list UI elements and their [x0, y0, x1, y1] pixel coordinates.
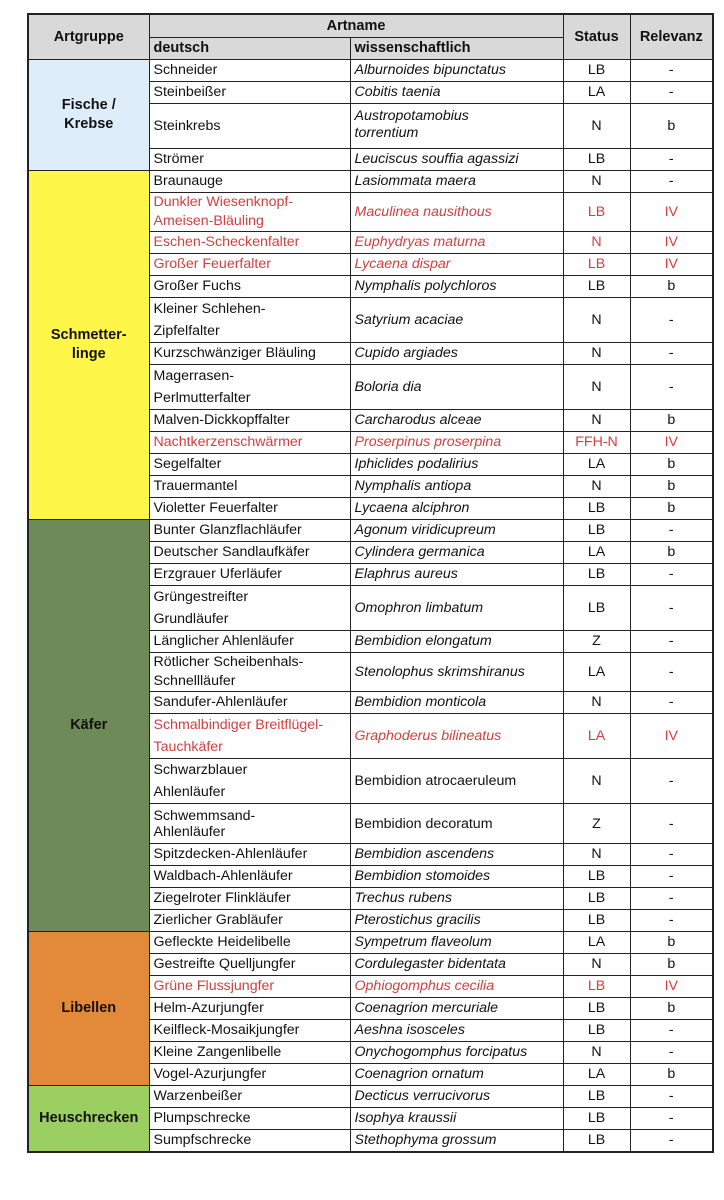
status-cell: N — [563, 365, 630, 410]
relevanz-cell: - — [630, 343, 713, 365]
group-cell — [28, 171, 149, 520]
scientific-name-text: Cordulegaster bidentata — [354, 956, 506, 972]
relevanz-cell: - — [630, 1042, 713, 1064]
header-artname: Artname — [149, 14, 563, 38]
common-name-text: Erzgrauer Uferläufer — [153, 566, 283, 582]
common-name-text: Schneider — [153, 62, 218, 78]
relevanz-cell: - — [630, 520, 713, 542]
relevanz-cell: - — [630, 586, 713, 631]
scientific-name-text: Nymphalis antiopa — [354, 478, 472, 494]
status-cell: N — [563, 298, 630, 343]
table-row — [28, 60, 713, 82]
scientific-name-text: Cupido argiades — [354, 345, 458, 361]
scientific-name-cell — [350, 60, 563, 82]
scientific-name-cell — [350, 298, 563, 343]
common-name-cell — [149, 954, 350, 976]
relevanz-cell: b — [630, 542, 713, 564]
relevanz-cell: - — [630, 888, 713, 910]
status-cell: FFH-N — [563, 432, 630, 454]
header-relevanz: Relevanz — [630, 14, 713, 60]
status-cell: LB — [563, 1108, 630, 1130]
common-name-cell — [149, 476, 350, 498]
scientific-name-cell — [350, 498, 563, 520]
common-name-text: Strömer — [153, 151, 204, 167]
common-name-text: Warzenbeißer — [153, 1088, 243, 1104]
common-name-cell — [149, 276, 350, 298]
relevanz-cell: IV — [630, 432, 713, 454]
header-artgruppe: Artgruppe — [28, 14, 149, 60]
common-name-cell — [149, 498, 350, 520]
relevanz-cell: - — [630, 1086, 713, 1108]
group-cell — [28, 520, 149, 932]
relevanz-cell: - — [630, 759, 713, 804]
common-name-cell — [149, 171, 350, 193]
common-name-text: Spitzdecken-Ahlenläufer — [153, 846, 308, 862]
common-name-text: Kleiner Schlehen-Zipfelfalter — [153, 301, 266, 339]
scientific-name-cell — [350, 542, 563, 564]
status-cell: N — [563, 759, 630, 804]
common-name-cell — [149, 653, 350, 692]
table-row — [28, 520, 713, 542]
status-cell: N — [563, 844, 630, 866]
header-deutsch: deutsch — [149, 38, 350, 60]
common-name-cell — [149, 82, 350, 104]
species-table — [27, 13, 714, 1153]
scientific-name-cell — [350, 844, 563, 866]
common-name-cell — [149, 343, 350, 365]
status-cell: LB — [563, 276, 630, 298]
relevanz-cell: b — [630, 476, 713, 498]
common-name-text: Deutscher Sandlaufkäfer — [153, 544, 310, 560]
scientific-name-text: Nymphalis polychloros — [354, 278, 497, 294]
scientific-name-text: Stenolophus skrimshiranus — [354, 663, 525, 680]
status-cell: LB — [563, 976, 630, 998]
header-status: Status — [563, 14, 630, 60]
status-cell: LB — [563, 888, 630, 910]
common-name-cell — [149, 998, 350, 1020]
scientific-name-text: Carcharodus alceae — [354, 412, 482, 428]
status-cell: LA — [563, 653, 630, 692]
status-cell: LA — [563, 932, 630, 954]
status-cell: LA — [563, 542, 630, 564]
common-name-text: Vogel-Azurjungfer — [153, 1066, 267, 1082]
scientific-name-text: Bembidion decoratum — [354, 815, 493, 832]
scientific-name-cell — [350, 410, 563, 432]
common-name-cell — [149, 193, 350, 232]
relevanz-cell: IV — [630, 714, 713, 759]
common-name-cell — [149, 60, 350, 82]
common-name-text: Großer Feuerfalter — [153, 256, 271, 272]
scientific-name-cell — [350, 586, 563, 631]
scientific-name-text: Elaphrus aureus — [354, 566, 458, 582]
status-cell: LB — [563, 1020, 630, 1042]
status-cell: N — [563, 692, 630, 714]
status-cell: LA — [563, 454, 630, 476]
common-name-text: Grüne Flussjungfer — [153, 978, 275, 994]
common-name-text: Nachtkerzenschwärmer — [153, 434, 303, 450]
common-name-text: Waldbach-Ahlenläufer — [153, 868, 293, 884]
relevanz-cell: - — [630, 653, 713, 692]
common-name-cell — [149, 586, 350, 631]
common-name-cell — [149, 564, 350, 586]
status-cell: N — [563, 1042, 630, 1064]
common-name-text: Steinbeißer — [153, 84, 227, 100]
relevanz-cell: b — [630, 276, 713, 298]
status-cell: N — [563, 410, 630, 432]
common-name-cell — [149, 1020, 350, 1042]
common-name-cell — [149, 866, 350, 888]
scientific-name-cell — [350, 1042, 563, 1064]
common-name-text: Zierlicher Grabläufer — [153, 912, 283, 928]
scientific-name-cell — [350, 653, 563, 692]
scientific-name-cell — [350, 759, 563, 804]
scientific-name-cell — [350, 343, 563, 365]
scientific-name-text: Omophron limbatum — [354, 600, 484, 616]
relevanz-cell: - — [630, 365, 713, 410]
scientific-name-cell — [350, 1108, 563, 1130]
common-name-text: Großer Fuchs — [153, 278, 242, 294]
common-name-text: Grüngestreifter Grundläufer — [153, 589, 249, 627]
relevanz-cell: - — [630, 1020, 713, 1042]
scientific-name-cell — [350, 254, 563, 276]
scientific-name-cell — [350, 1064, 563, 1086]
relevanz-cell: b — [630, 454, 713, 476]
common-name-cell — [149, 976, 350, 998]
scientific-name-text: Stethophyma grossum — [354, 1132, 497, 1148]
scientific-name-cell — [350, 171, 563, 193]
common-name-text: Schmalbindiger Breitflügel-Tauchkäfer — [153, 717, 324, 755]
common-name-text: Plumpschrecke — [153, 1110, 251, 1126]
common-name-cell — [149, 298, 350, 343]
status-cell: N — [563, 343, 630, 365]
scientific-name-cell — [350, 954, 563, 976]
common-name-cell — [149, 759, 350, 804]
common-name-cell — [149, 1064, 350, 1086]
scientific-name-cell — [350, 1086, 563, 1108]
status-cell: LB — [563, 193, 630, 232]
common-name-text: Bunter Glanzflachläufer — [153, 522, 302, 538]
common-name-text: Kleine Zangenlibelle — [153, 1044, 282, 1060]
group-label: Fische / Krebse — [61, 97, 116, 132]
scientific-name-cell — [350, 520, 563, 542]
status-cell: LA — [563, 82, 630, 104]
relevanz-cell: b — [630, 104, 713, 149]
common-name-text: Ziegelroter Flinkläufer — [153, 890, 291, 906]
table-body — [28, 60, 713, 1153]
common-name-cell — [149, 232, 350, 254]
scientific-name-text: Lycaena alciphron — [354, 500, 470, 516]
common-name-cell — [149, 844, 350, 866]
scientific-name-cell — [350, 149, 563, 171]
status-cell: LB — [563, 866, 630, 888]
common-name-text: Dunkler Wiesenknopf-Ameisen-Bläuling — [153, 194, 294, 229]
relevanz-cell: - — [630, 564, 713, 586]
scientific-name-cell — [350, 564, 563, 586]
scientific-name-text: Euphydryas maturna — [354, 234, 486, 250]
status-cell: LB — [563, 60, 630, 82]
status-cell: N — [563, 104, 630, 149]
status-cell: LB — [563, 1130, 630, 1153]
scientific-name-text: Coenagrion mercuriale — [354, 1000, 499, 1016]
group-label: Käfer — [70, 717, 108, 733]
scientific-name-text: Decticus verrucivorus — [354, 1088, 491, 1104]
scientific-name-text: Onychogomphus forcipatus — [354, 1044, 528, 1060]
common-name-cell — [149, 714, 350, 759]
status-cell: N — [563, 171, 630, 193]
table-header — [28, 14, 713, 60]
scientific-name-text: Pterostichus gracilis — [354, 912, 481, 928]
common-name-cell — [149, 692, 350, 714]
scientific-name-text: Austropotamobius torrentium — [354, 108, 469, 141]
table-row — [28, 932, 713, 954]
common-name-cell — [149, 1130, 350, 1153]
common-name-text: Sumpfschrecke — [153, 1132, 252, 1148]
scientific-name-text: Coenagrion ornatum — [354, 1066, 484, 1082]
relevanz-cell: - — [630, 804, 713, 844]
relevanz-cell: IV — [630, 193, 713, 232]
common-name-text: Länglicher Ahlenläufer — [153, 633, 294, 649]
scientific-name-cell — [350, 82, 563, 104]
scientific-name-text: Leuciscus souffia agassizi — [354, 151, 519, 167]
scientific-name-text: Bembidion elongatum — [354, 633, 492, 649]
scientific-name-text: Graphoderus bilineatus — [354, 728, 502, 744]
scientific-name-cell — [350, 804, 563, 844]
scientific-name-cell — [350, 692, 563, 714]
common-name-text: Schwarzblauer Ahlenläufer — [153, 762, 248, 800]
common-name-text: Sandufer-Ahlenläufer — [153, 694, 288, 710]
common-name-cell — [149, 1108, 350, 1130]
relevanz-cell: b — [630, 954, 713, 976]
common-name-cell — [149, 888, 350, 910]
status-cell: LB — [563, 498, 630, 520]
status-cell: LB — [563, 149, 630, 171]
relevanz-cell: IV — [630, 976, 713, 998]
scientific-name-text: Bembidion stomoides — [354, 868, 491, 884]
scientific-name-cell — [350, 1130, 563, 1153]
scientific-name-text: Satyrium acaciae — [354, 312, 464, 328]
scientific-name-text: Lycaena dispar — [354, 256, 451, 272]
common-name-text: Eschen-Scheckenfalter — [153, 234, 300, 250]
common-name-text: Malven-Dickkopffalter — [153, 412, 290, 428]
relevanz-cell: - — [630, 1108, 713, 1130]
common-name-cell — [149, 520, 350, 542]
common-name-cell — [149, 254, 350, 276]
common-name-cell — [149, 149, 350, 171]
common-name-text: Helm-Azurjungfer — [153, 1000, 264, 1016]
relevanz-cell: IV — [630, 254, 713, 276]
common-name-text: Gestreifte Quelljungfer — [153, 956, 296, 972]
group-cell — [28, 60, 149, 171]
status-cell: LB — [563, 910, 630, 932]
relevanz-cell: b — [630, 932, 713, 954]
common-name-text: Kurzschwänziger Bläuling — [153, 345, 316, 361]
common-name-text: Schwemmsand-Ahlenläufer — [153, 807, 256, 840]
scientific-name-cell — [350, 432, 563, 454]
status-cell: LB — [563, 998, 630, 1020]
group-cell — [28, 932, 149, 1086]
common-name-cell — [149, 365, 350, 410]
status-cell: Z — [563, 631, 630, 653]
scientific-name-text: Cylindera germanica — [354, 544, 485, 560]
common-name-cell — [149, 804, 350, 844]
relevanz-cell: - — [630, 171, 713, 193]
common-name-cell — [149, 1042, 350, 1064]
scientific-name-text: Cobitis taenia — [354, 84, 441, 100]
common-name-text: Segelfalter — [153, 456, 222, 472]
common-name-cell — [149, 454, 350, 476]
scientific-name-text: Lasiommata maera — [354, 173, 476, 189]
scientific-name-text: Maculinea nausithous — [354, 203, 492, 220]
status-cell: LB — [563, 564, 630, 586]
common-name-cell — [149, 631, 350, 653]
relevanz-cell: - — [630, 82, 713, 104]
scientific-name-cell — [350, 866, 563, 888]
scientific-name-text: Trechus rubens — [354, 890, 453, 906]
status-cell: LB — [563, 586, 630, 631]
relevanz-cell: b — [630, 998, 713, 1020]
scientific-name-cell — [350, 910, 563, 932]
scientific-name-text: Sympetrum flaveolum — [354, 934, 492, 950]
common-name-text: Steinkrebs — [153, 118, 221, 134]
relevanz-cell: b — [630, 1064, 713, 1086]
status-cell: LA — [563, 714, 630, 759]
relevanz-cell: - — [630, 149, 713, 171]
table-row — [28, 171, 713, 193]
relevanz-cell: - — [630, 298, 713, 343]
common-name-cell — [149, 932, 350, 954]
scientific-name-text: Boloria dia — [354, 379, 422, 395]
scientific-name-text: Agonum viridicupreum — [354, 522, 496, 538]
common-name-cell — [149, 104, 350, 149]
common-name-cell — [149, 432, 350, 454]
group-label: Libellen — [61, 1000, 117, 1016]
scientific-name-cell — [350, 976, 563, 998]
common-name-text: Trauermantel — [153, 478, 238, 494]
status-cell: N — [563, 476, 630, 498]
status-cell: N — [563, 954, 630, 976]
relevanz-cell: - — [630, 844, 713, 866]
common-name-text: Gefleckte Heidelibelle — [153, 934, 291, 950]
relevanz-cell: - — [630, 910, 713, 932]
scientific-name-cell — [350, 631, 563, 653]
relevanz-cell: - — [630, 866, 713, 888]
common-name-text: Rötlicher Scheibenhals-Schnellläufer — [153, 654, 304, 689]
group-label: Schmetter-linge — [50, 327, 127, 362]
status-cell: LB — [563, 1086, 630, 1108]
scientific-name-cell — [350, 932, 563, 954]
scientific-name-text: Alburnoides bipunctatus — [354, 62, 506, 78]
common-name-cell — [149, 410, 350, 432]
relevanz-cell: - — [630, 1130, 713, 1153]
status-cell: N — [563, 232, 630, 254]
scientific-name-cell — [350, 193, 563, 232]
scientific-name-cell — [350, 365, 563, 410]
relevanz-cell: b — [630, 498, 713, 520]
scientific-name-cell — [350, 276, 563, 298]
scientific-name-cell — [350, 104, 563, 149]
relevanz-cell: IV — [630, 232, 713, 254]
status-cell: LB — [563, 520, 630, 542]
table-row — [28, 1086, 713, 1108]
scientific-name-cell — [350, 888, 563, 910]
common-name-cell — [149, 1086, 350, 1108]
scientific-name-text: Bembidion monticola — [354, 694, 487, 710]
scientific-name-text: Ophiogomphus cecilia — [354, 978, 495, 994]
header-wissenschaftlich: wissenschaftlich — [350, 38, 563, 60]
scientific-name-cell — [350, 232, 563, 254]
relevanz-cell: b — [630, 410, 713, 432]
common-name-cell — [149, 910, 350, 932]
status-cell: Z — [563, 804, 630, 844]
common-name-text: Magerrasen-Perlmutterfalter — [153, 368, 251, 406]
scientific-name-text: Proserpinus proserpina — [354, 434, 502, 450]
common-name-text: Violetter Feuerfalter — [153, 500, 278, 516]
status-cell: LA — [563, 1064, 630, 1086]
common-name-text: Keilfleck-Mosaikjungfer — [153, 1022, 300, 1038]
scientific-name-text: Iphiclides podalirius — [354, 456, 479, 472]
relevanz-cell: - — [630, 60, 713, 82]
scientific-name-cell — [350, 454, 563, 476]
common-name-text: Braunauge — [153, 173, 223, 189]
common-name-cell — [149, 542, 350, 564]
scientific-name-cell — [350, 998, 563, 1020]
scientific-name-cell — [350, 1020, 563, 1042]
relevanz-cell: - — [630, 692, 713, 714]
relevanz-cell: - — [630, 631, 713, 653]
group-label: Heuschrecken — [39, 1110, 139, 1126]
scientific-name-cell — [350, 714, 563, 759]
scientific-name-text: Isophya kraussii — [354, 1110, 457, 1126]
scientific-name-text: Bembidion ascendens — [354, 846, 495, 862]
group-cell — [28, 1086, 149, 1153]
scientific-name-text: Aeshna isosceles — [354, 1022, 465, 1038]
status-cell: LB — [563, 254, 630, 276]
scientific-name-text: Bembidion atrocaeruleum — [354, 773, 517, 789]
scientific-name-cell — [350, 476, 563, 498]
